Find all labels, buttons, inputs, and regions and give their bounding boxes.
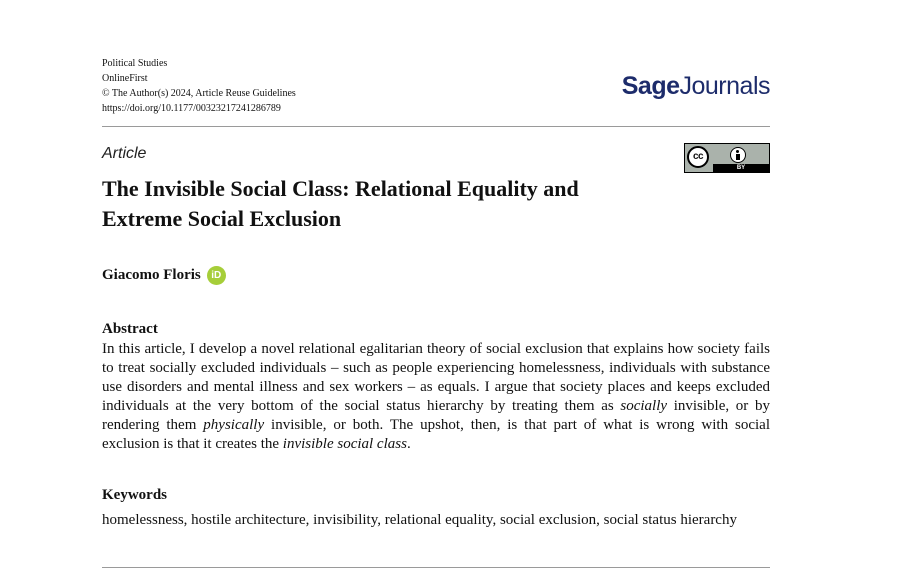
abstract-segment: invisible, or both. The upshot, then, is that part of what is wrong with social exclusion is that it creates the — [102, 417, 770, 452]
by-label: BY — [713, 164, 769, 172]
attribution-person-icon — [730, 147, 746, 163]
abstract-emphasis-invisible-social-class: invisible social class — [282, 436, 407, 452]
brand-part-journals: Journals — [679, 72, 770, 100]
abstract-segment: In this article, I develop a novel relational egalitarian theory of social exclusion that explains how society fails to treat socially excluded individuals – such as people experiencing homelessness, individuals with substance use disorders and mental illness and sex workers – as equals. I argue that society places and keeps excluded individuals at the very bottom of the social status hierarchy by treating them as — [102, 341, 770, 414]
orcid-icon[interactable]: iD — [207, 266, 226, 285]
brand-part-sage: Sage — [621, 72, 680, 100]
article-title: The Invisible Social Class: Relational Equality and Extreme Social Exclusion — [102, 176, 579, 231]
footer-divider — [102, 567, 770, 568]
cc-icon: cc — [687, 146, 709, 168]
abstract-emphasis-physically: physically — [203, 417, 265, 433]
keywords-list: homelessness, hostile architecture, invisibility, relational equality, social exclusion, social status hierarchy — [102, 512, 737, 528]
author-name[interactable]: Giacomo Floris — [102, 267, 201, 283]
abstract-segment: invisible, or by rendering them — [102, 398, 770, 433]
journal-name: Political Studies — [102, 58, 168, 69]
journal-meta — [102, 56, 296, 116]
abstract-heading: Abstract — [102, 321, 158, 337]
author-line — [102, 266, 226, 285]
cc-by-license-badge[interactable] — [684, 143, 770, 173]
abstract-segment: . — [406, 436, 411, 452]
header-divider — [102, 126, 770, 127]
sage-journals-logo[interactable] — [622, 72, 770, 101]
article-page — [102, 0, 770, 580]
article-type-label: Article — [102, 145, 147, 162]
abstract-text — [102, 340, 770, 454]
doi-link[interactable]: https://doi.org/10.1177/00323217241286789 — [102, 103, 281, 114]
issue-label: OnlineFirst — [102, 73, 148, 84]
keywords-heading: Keywords — [102, 487, 167, 503]
copyright-line[interactable]: © The Author(s) 2024, Article Reuse Guidelines — [102, 88, 296, 99]
abstract-emphasis-socially: socially — [620, 398, 668, 414]
